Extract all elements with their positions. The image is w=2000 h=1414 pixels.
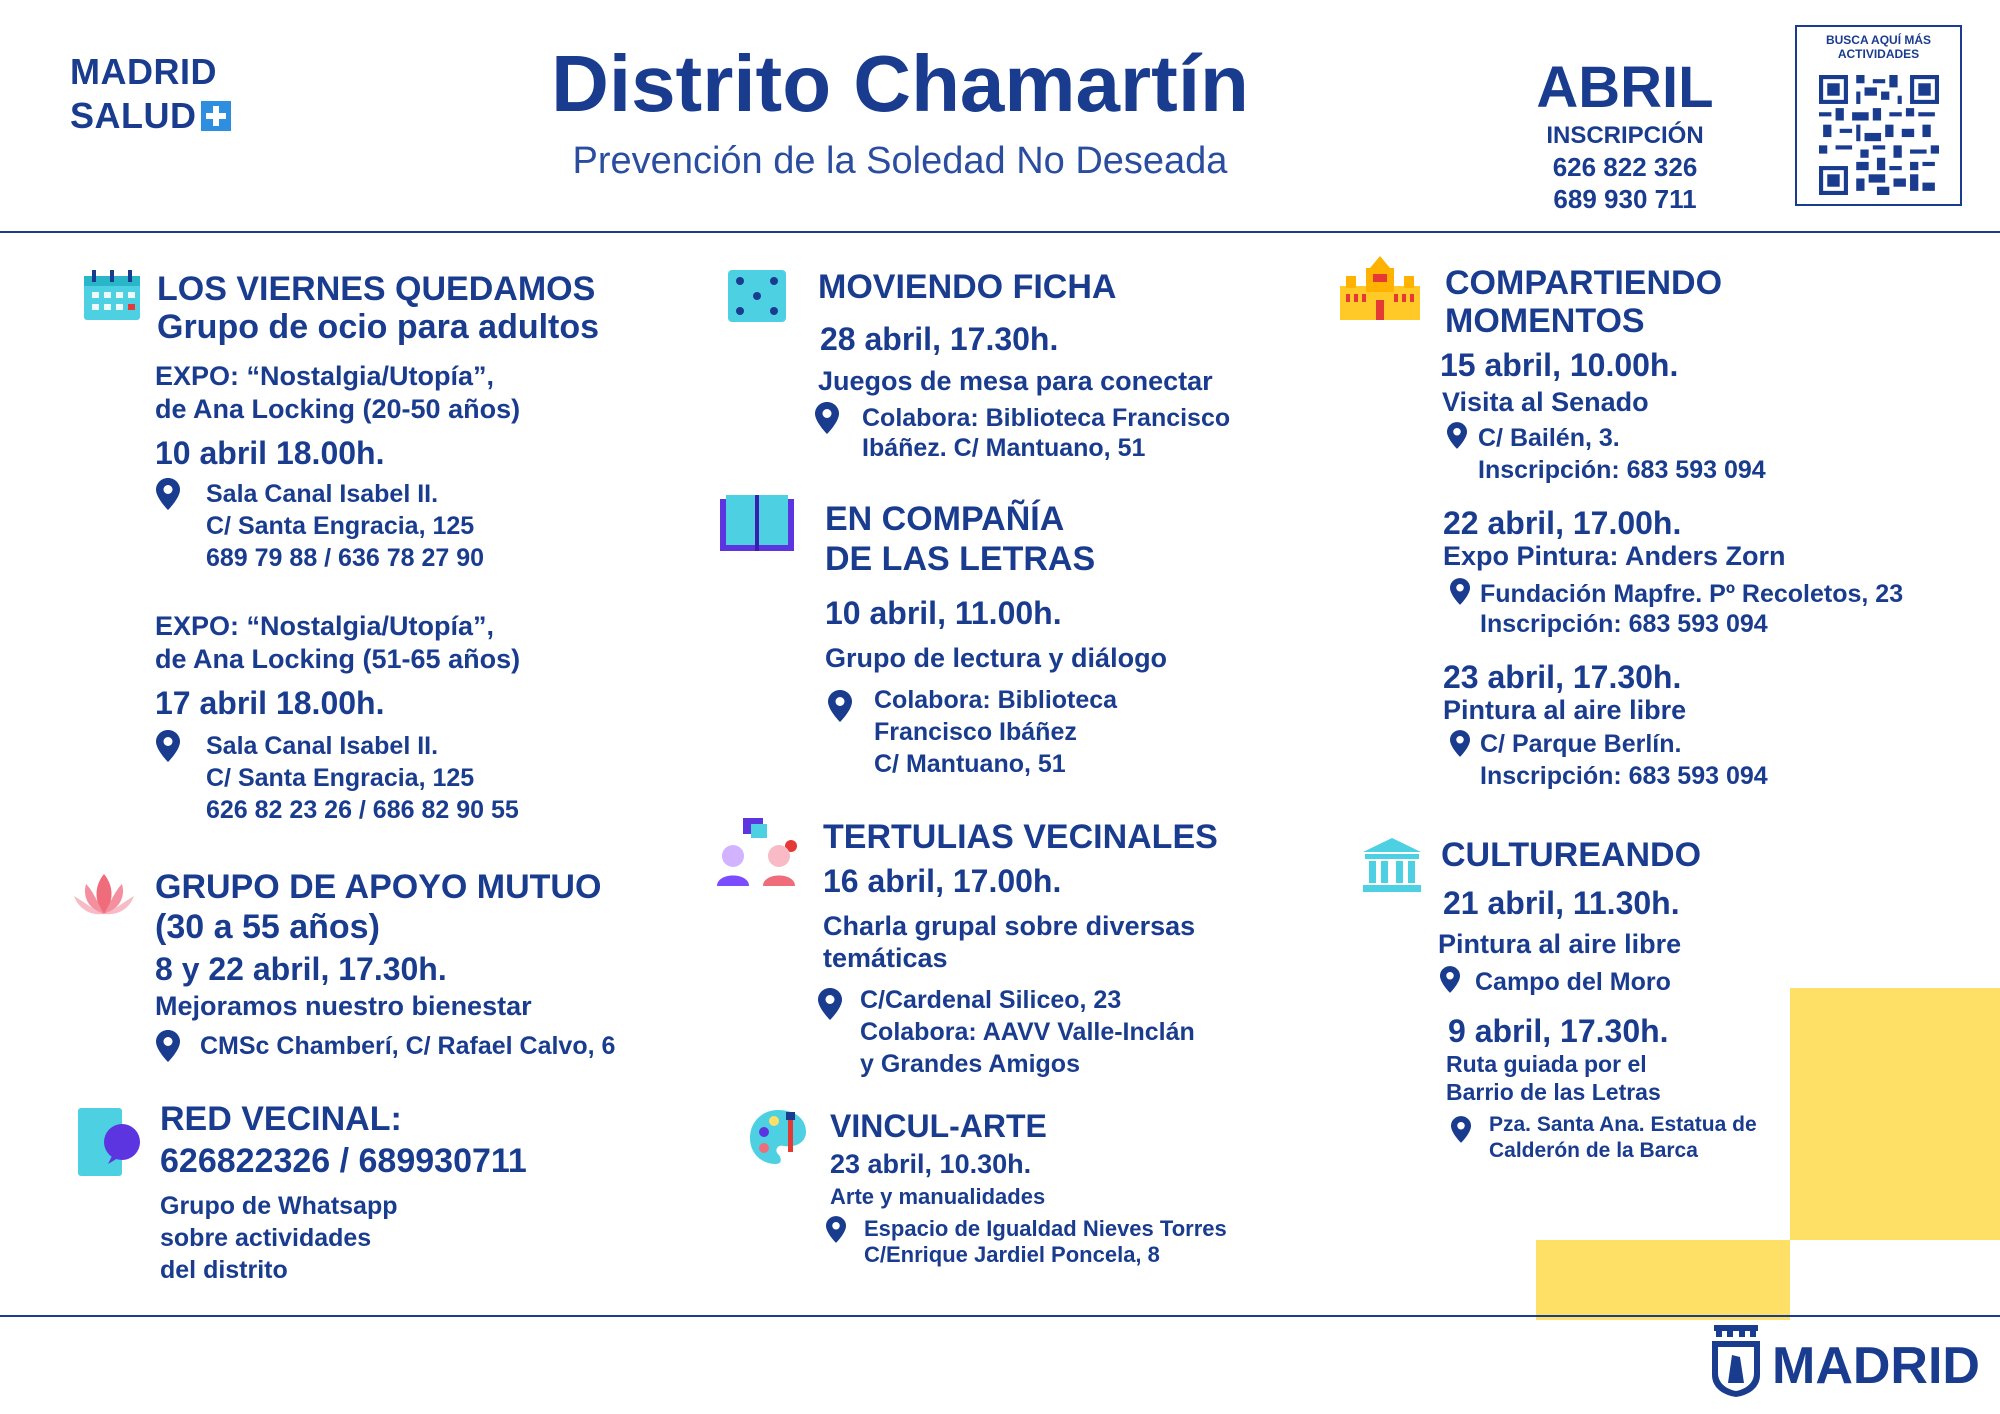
red-title-1: RED VECINAL: <box>160 1100 402 1138</box>
tertulias-date: 16 abril, 17.00h. <box>823 863 1062 899</box>
viernes-1-desc-2: de Ana Locking (20-50 años) <box>155 394 521 424</box>
letras-title-1: EN COMPAÑÍA <box>825 500 1065 538</box>
arte-title: VINCUL-ARTE <box>830 1108 1047 1144</box>
qr-label-line-1: BUSCA AQUÍ MÁS <box>1825 33 1932 47</box>
madrid-salud-logo <box>70 50 250 138</box>
ficha-title: MOVIENDO FICHA <box>818 268 1117 306</box>
momentos-3-date: 23 abril, 17.30h. <box>1443 659 1682 695</box>
apoyo-desc: Mejoramos nuestro bienestar <box>155 991 532 1021</box>
yellow-block-1 <box>1790 988 2000 1240</box>
location-pin-icon <box>815 402 839 439</box>
chat-bubble-icon <box>78 1108 144 1176</box>
book-icon <box>720 495 794 555</box>
momentos-title-1: COMPARTIENDO <box>1445 264 1723 302</box>
momentos-1-place-2: Inscripción: 683 593 094 <box>1478 456 1766 484</box>
viernes-2-desc-1: EXPO: “Nostalgia/Utopía”, <box>155 611 495 641</box>
location-pin-icon <box>156 730 180 767</box>
tertulias-place-3: y Grandes Amigos <box>860 1050 1080 1078</box>
cultureando-title: CULTUREANDO <box>1441 836 1702 874</box>
phone-2: 689 930 711 <box>1553 184 1697 214</box>
phone-1: 626 822 326 <box>1552 152 1698 182</box>
momentos-title-2: MOMENTOS <box>1445 302 1645 340</box>
letras-title-2: DE LAS LETRAS <box>825 540 1096 578</box>
apoyo-subtitle: (30 a 55 años) <box>155 908 380 946</box>
viernes-1-place-2: C/ Santa Engracia, 125 <box>206 512 475 540</box>
viernes-2-desc-2: de Ana Locking (51-65 años) <box>155 644 521 674</box>
month-block <box>1520 55 1730 215</box>
letras-place-1: Colabora: Biblioteca <box>874 686 1118 714</box>
arte-place-2: C/Enrique Jardiel Poncela, 8 <box>864 1242 1160 1267</box>
viernes-1-place-1: Sala Canal Isabel II. <box>206 480 439 508</box>
momentos-2-place-2: Inscripción: 683 593 094 <box>1480 610 1768 638</box>
footer-divider <box>0 1315 2000 1317</box>
page-title: Distrito Chamartín <box>551 39 1249 128</box>
calendar-icon <box>84 270 140 320</box>
lotus-icon <box>72 870 136 920</box>
viernes-2-date: 17 abril 18.00h. <box>155 685 385 721</box>
red-desc-3: del distrito <box>160 1256 288 1284</box>
madrid-coat-of-arms-icon <box>1710 1325 1762 1402</box>
palace-icon <box>1340 256 1420 320</box>
tertulias-place-2: Colabora: AAVV Valle-Inclán <box>860 1018 1195 1046</box>
tertulias-desc-1: Charla grupal sobre diversas <box>823 911 1196 941</box>
plus-icon <box>201 101 231 131</box>
cultureando-2-desc-1: Ruta guiada por el <box>1446 1051 1647 1077</box>
viernes-1-desc-1: EXPO: “Nostalgia/Utopía”, <box>155 361 495 391</box>
ficha-date: 28 abril, 17.30h. <box>820 321 1059 357</box>
red-title-2: 626822326 / 689930711 <box>160 1142 527 1180</box>
momentos-3-place-2: Inscripción: 683 593 094 <box>1480 762 1768 790</box>
ficha-desc: Juegos de mesa para conectar <box>818 366 1213 396</box>
logo-line-1: MADRID <box>70 51 217 92</box>
viernes-2-place-3: 626 82 23 26 / 686 82 90 55 <box>206 796 519 824</box>
momentos-2-desc: Expo Pintura: Anders Zorn <box>1443 541 1786 571</box>
qr-label <box>1797 33 1960 61</box>
cultureando-2-place-1: Pza. Santa Ana. Estatua de <box>1489 1113 1757 1136</box>
letras-desc: Grupo de lectura y diálogo <box>825 643 1168 673</box>
location-pin-icon <box>156 1030 180 1067</box>
location-pin-icon <box>1450 578 1470 610</box>
yellow-block-2 <box>1536 1240 1790 1320</box>
location-pin-icon <box>818 988 842 1025</box>
header-divider <box>0 231 2000 233</box>
location-pin-icon <box>1450 730 1470 762</box>
letras-place-3: C/ Mantuano, 51 <box>874 750 1066 778</box>
qr-code-icon[interactable] <box>1819 75 1939 195</box>
people-talking-icon <box>715 816 799 886</box>
arte-place-1: Espacio de Igualdad Nieves Torres <box>864 1216 1227 1241</box>
apoyo-date: 8 y 22 abril, 17.30h. <box>155 951 447 987</box>
red-desc-2: sobre actividades <box>160 1224 372 1252</box>
momentos-3-place-1: C/ Parque Berlín. <box>1480 730 1682 758</box>
cultureando-2-place-2: Calderón de la Barca <box>1489 1139 1698 1162</box>
tertulias-desc-2: temáticas <box>823 943 948 973</box>
museum-icon <box>1363 838 1421 892</box>
tertulias-place-1: C/Cardenal Siliceo, 23 <box>860 986 1122 1014</box>
momentos-2-date: 22 abril, 17.00h. <box>1443 505 1682 541</box>
apoyo-place: CMSc Chamberí, C/ Rafael Calvo, 6 <box>200 1032 616 1060</box>
momentos-1-date: 15 abril, 10.00h. <box>1440 347 1679 383</box>
momentos-3-desc: Pintura al aire libre <box>1443 695 1687 725</box>
dice-icon <box>728 270 786 322</box>
ficha-place-1: Colabora: Biblioteca Francisco <box>862 404 1231 432</box>
viernes-2-place-1: Sala Canal Isabel II. <box>206 732 439 760</box>
viernes-1-date: 10 abril 18.00h. <box>155 435 385 471</box>
qr-box[interactable] <box>1795 25 1962 206</box>
apoyo-title: GRUPO DE APOYO MUTUO <box>155 868 602 906</box>
location-pin-icon <box>1440 966 1460 998</box>
letras-date: 10 abril, 11.00h. <box>825 595 1062 631</box>
momentos-1-desc: Visita al Senado <box>1442 387 1649 417</box>
tertulias-title: TERTULIAS VECINALES <box>823 818 1218 856</box>
red-desc-1: Grupo de Whatsapp <box>160 1192 398 1220</box>
page-subtitle: Prevención de la Soledad No Deseada <box>572 140 1228 182</box>
cultureando-1-date: 21 abril, 11.30h. <box>1443 885 1680 921</box>
viernes-1-place-3: 689 79 88 / 636 78 27 90 <box>206 544 485 572</box>
month-label: ABRIL <box>1536 55 1714 120</box>
location-pin-icon <box>1447 422 1467 454</box>
viernes-title: LOS VIERNES QUEDAMOS <box>157 270 596 308</box>
momentos-2-place-1: Fundación Mapfre. Pº Recoletos, 23 <box>1480 580 1904 608</box>
location-pin-icon <box>1451 1116 1471 1148</box>
madrid-brand: MADRID <box>1772 1337 1980 1395</box>
palette-icon <box>750 1108 808 1166</box>
location-pin-icon <box>156 478 180 515</box>
ficha-place-2: Ibáñez. C/ Mantuano, 51 <box>862 434 1146 462</box>
momentos-1-place-1: C/ Bailén, 3. <box>1478 424 1620 452</box>
arte-desc: Arte y manualidades <box>830 1184 1046 1209</box>
arte-date: 23 abril, 10.30h. <box>830 1149 1032 1179</box>
viernes-2-place-2: C/ Santa Engracia, 125 <box>206 764 475 792</box>
qr-label-line-2: ACTIVIDADES <box>1837 47 1920 61</box>
inscription-label: INSCRIPCIÓN <box>1546 122 1704 149</box>
logo-line-2: SALUD <box>70 95 197 136</box>
cultureando-1-place: Campo del Moro <box>1475 968 1671 996</box>
letras-place-2: Francisco Ibáñez <box>874 718 1077 746</box>
cultureando-2-date: 9 abril, 17.30h. <box>1448 1013 1669 1049</box>
location-pin-icon <box>826 1216 846 1248</box>
cultureando-1-desc: Pintura al aire libre <box>1438 929 1682 959</box>
location-pin-icon <box>828 690 852 727</box>
viernes-subtitle: Grupo de ocio para adultos <box>157 308 600 346</box>
cultureando-2-desc-2: Barrio de las Letras <box>1446 1079 1661 1105</box>
